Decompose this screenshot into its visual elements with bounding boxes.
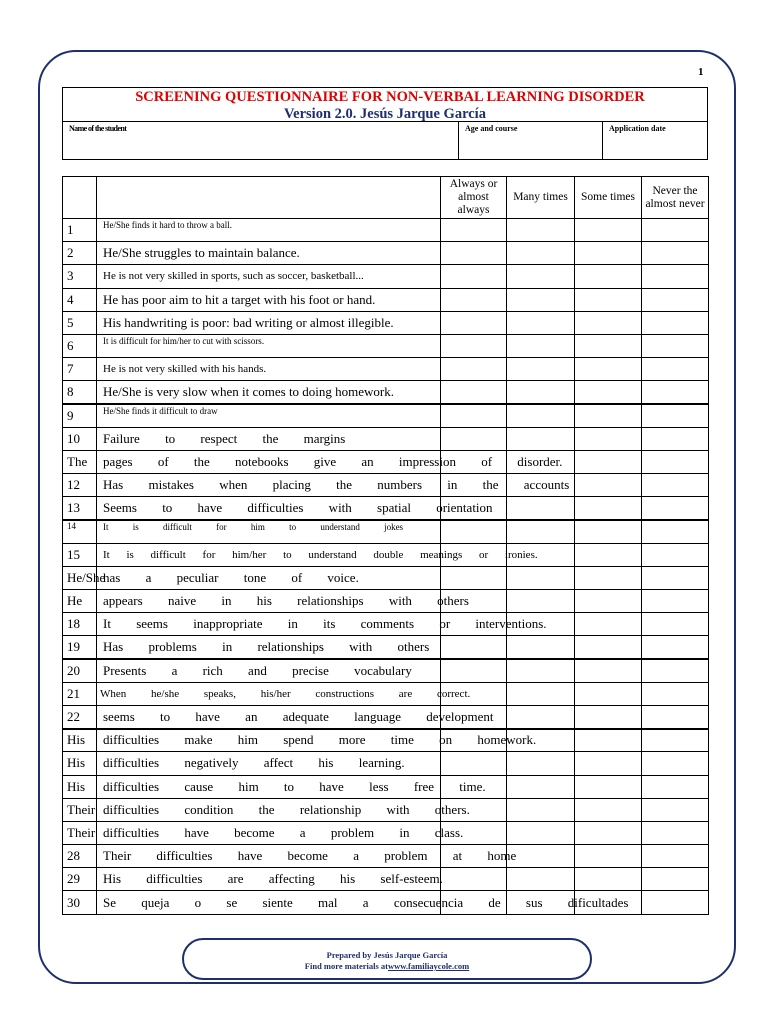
item-number: 28 <box>63 845 97 868</box>
item-text: He has poor aim to hit a target with his foot or hand. <box>97 288 441 311</box>
table-row <box>63 358 709 381</box>
answer-some-cell[interactable] <box>575 729 642 752</box>
item-text: He/She finds it difficult to draw <box>97 404 441 427</box>
answer-some-cell[interactable] <box>575 474 642 497</box>
student-name-label: Name of the student <box>69 124 127 133</box>
answer-never-cell[interactable] <box>642 358 709 381</box>
item-number: His <box>63 775 97 798</box>
item-number: His <box>63 729 97 752</box>
item-number: 1 <box>63 219 97 242</box>
answer-never-cell[interactable] <box>642 334 709 357</box>
item-text: Seems to have difficulties with spatial orientation <box>97 497 441 520</box>
answer-many-cell[interactable] <box>507 427 575 450</box>
column-header-many-times: Many times <box>507 177 575 219</box>
answer-never-cell[interactable] <box>642 752 709 775</box>
table-row <box>63 242 709 265</box>
item-text: appears naive in his relationships with others <box>97 590 441 613</box>
answer-never-cell[interactable] <box>642 891 709 914</box>
questionnaire-table <box>62 176 709 915</box>
header-box <box>62 87 708 160</box>
answer-never-cell[interactable] <box>642 427 709 450</box>
table-row <box>63 474 709 497</box>
answer-many-cell[interactable] <box>507 868 575 891</box>
answer-many-cell[interactable] <box>507 497 575 520</box>
footer-box <box>182 938 592 980</box>
item-text: Has problems in relationships with others <box>97 636 441 659</box>
answer-always-cell[interactable] <box>441 404 507 427</box>
item-number: 20 <box>63 659 97 682</box>
item-number: 4 <box>63 288 97 311</box>
answer-never-cell[interactable] <box>642 543 709 566</box>
item-text: It seems inappropriate in its comments or interventions. <box>97 613 441 636</box>
document-subtitle: Version 2.0. Jesús Jarque García <box>284 106 486 122</box>
document-title: SCREENING QUESTIONNAIRE FOR NON-VERBAL LEARNING DISORDER <box>135 89 645 105</box>
answer-some-cell[interactable] <box>575 613 642 636</box>
table-row <box>63 543 709 566</box>
table-row <box>63 520 709 543</box>
table-row <box>63 381 709 404</box>
answer-never-cell[interactable] <box>642 613 709 636</box>
header-item-cell <box>97 177 441 219</box>
answer-some-cell[interactable] <box>575 334 642 357</box>
answer-always-cell[interactable] <box>441 334 507 357</box>
age-course-field[interactable] <box>459 122 603 160</box>
column-header-always: Always or almost always <box>441 177 507 219</box>
table-row <box>63 590 709 613</box>
item-number: 13 <box>63 497 97 520</box>
item-number: He/She <box>63 566 97 589</box>
answer-many-cell[interactable] <box>507 265 575 288</box>
table-row <box>63 798 709 821</box>
student-name-field[interactable] <box>63 122 459 160</box>
answer-many-cell[interactable] <box>507 219 575 242</box>
answer-many-cell[interactable] <box>507 705 575 728</box>
answer-many-cell[interactable] <box>507 242 575 265</box>
answer-some-cell[interactable] <box>575 682 642 705</box>
item-number: 10 <box>63 427 97 450</box>
item-number: 19 <box>63 636 97 659</box>
answer-some-cell[interactable] <box>575 358 642 381</box>
answer-never-cell[interactable] <box>642 381 709 404</box>
table-row <box>63 659 709 682</box>
prepared-by: Prepared by Jesús Jarque García <box>326 950 448 960</box>
item-number: 22 <box>63 705 97 728</box>
table-row <box>63 891 709 914</box>
answer-many-cell[interactable] <box>507 288 575 311</box>
answer-some-cell[interactable] <box>575 636 642 659</box>
item-text: difficulties make him spend more time on homework. <box>97 729 441 752</box>
answer-always-cell[interactable] <box>441 520 507 543</box>
answer-always-cell[interactable] <box>441 288 507 311</box>
item-text: Failure to respect the margins <box>97 427 441 450</box>
answer-some-cell[interactable] <box>575 705 642 728</box>
answer-some-cell[interactable] <box>575 821 642 844</box>
answer-never-cell[interactable] <box>642 566 709 589</box>
answer-never-cell[interactable] <box>642 520 709 543</box>
table-row <box>63 613 709 636</box>
header-number-cell <box>63 177 97 219</box>
answer-some-cell[interactable] <box>575 450 642 473</box>
answer-many-cell[interactable] <box>507 821 575 844</box>
answer-never-cell[interactable] <box>642 868 709 891</box>
item-number: 14 <box>63 520 97 543</box>
answer-some-cell[interactable] <box>575 798 642 821</box>
item-text: difficulties negatively affect his learning. <box>97 752 441 775</box>
answer-some-cell[interactable] <box>575 311 642 334</box>
answer-some-cell[interactable] <box>575 543 642 566</box>
answer-some-cell[interactable] <box>575 427 642 450</box>
item-text: has a peculiar tone of voice. <box>97 566 441 589</box>
item-text: It is difficult for him to understand jokes <box>97 520 441 543</box>
answer-always-cell[interactable] <box>441 868 507 891</box>
table-row <box>63 845 709 868</box>
table-row <box>63 636 709 659</box>
item-number: 6 <box>63 334 97 357</box>
item-text: He/She struggles to maintain balance. <box>97 242 441 265</box>
answer-never-cell[interactable] <box>642 775 709 798</box>
item-text: He/She finds it hard to throw a ball. <box>97 219 441 242</box>
answer-always-cell[interactable] <box>441 358 507 381</box>
answer-always-cell[interactable] <box>441 242 507 265</box>
answer-never-cell[interactable] <box>642 636 709 659</box>
item-text: Presents a rich and precise vocabulary <box>97 659 441 682</box>
table-row <box>63 566 709 589</box>
item-text: His difficulties are affecting his self-esteem. <box>97 868 441 891</box>
answer-some-cell[interactable] <box>575 775 642 798</box>
item-number: 15 <box>63 543 97 566</box>
answer-many-cell[interactable] <box>507 590 575 613</box>
table-row <box>63 427 709 450</box>
answer-never-cell[interactable] <box>642 659 709 682</box>
column-header-some-times: Some times <box>575 177 642 219</box>
questionnaire-body <box>63 219 709 915</box>
table-row <box>63 821 709 844</box>
answer-never-cell[interactable] <box>642 705 709 728</box>
answer-never-cell[interactable] <box>642 450 709 473</box>
table-row <box>63 334 709 357</box>
item-text: difficulties cause him to have less free time. <box>97 775 441 798</box>
table-row <box>63 775 709 798</box>
table-row <box>63 729 709 752</box>
item-text: difficulties have become a problem in class. <box>97 821 441 844</box>
item-number: 21 <box>63 682 97 705</box>
answer-some-cell[interactable] <box>575 497 642 520</box>
item-text: He is not very skilled in sports, such as soccer, basketball... <box>97 265 441 288</box>
item-number: The <box>63 450 97 473</box>
item-number: 9 <box>63 404 97 427</box>
item-number: 3 <box>63 265 97 288</box>
answer-some-cell[interactable] <box>575 265 642 288</box>
table-row <box>63 497 709 520</box>
item-number: 7 <box>63 358 97 381</box>
answer-many-cell[interactable] <box>507 682 575 705</box>
student-info-row <box>63 121 707 160</box>
item-number: 12 <box>63 474 97 497</box>
item-text: seems to have an adequate language development <box>97 705 441 728</box>
column-header-never: Never the almost never <box>642 177 709 219</box>
item-number: 8 <box>63 381 97 404</box>
item-number: 29 <box>63 868 97 891</box>
answer-some-cell[interactable] <box>575 845 642 868</box>
item-number: Their <box>63 821 97 844</box>
answer-some-cell[interactable] <box>575 868 642 891</box>
answer-always-cell[interactable] <box>441 381 507 404</box>
answer-always-cell[interactable] <box>441 219 507 242</box>
more-materials <box>184 961 590 971</box>
answer-many-cell[interactable] <box>507 381 575 404</box>
table-row <box>63 682 709 705</box>
answer-never-cell[interactable] <box>642 288 709 311</box>
answer-always-cell[interactable] <box>441 659 507 682</box>
answer-many-cell[interactable] <box>507 520 575 543</box>
table-row <box>63 288 709 311</box>
answer-never-cell[interactable] <box>642 821 709 844</box>
item-text: pages of the notebooks give an impression of disorder. <box>97 450 441 473</box>
answer-never-cell[interactable] <box>642 242 709 265</box>
item-text: He is not very skilled with his hands. <box>97 358 441 381</box>
answer-some-cell[interactable] <box>575 752 642 775</box>
answer-many-cell[interactable] <box>507 566 575 589</box>
answer-never-cell[interactable] <box>642 682 709 705</box>
item-text: It is difficult for him/her to cut with scissors. <box>97 334 441 357</box>
answer-many-cell[interactable] <box>507 334 575 357</box>
item-text: His handwriting is poor: bad writing or almost illegible. <box>97 311 441 334</box>
answer-many-cell[interactable] <box>507 752 575 775</box>
answer-never-cell[interactable] <box>642 729 709 752</box>
answer-some-cell[interactable] <box>575 381 642 404</box>
item-text: Se queja o se siente mal a consecuencia de sus dificultades <box>97 891 441 914</box>
item-text: Has mistakes when placing the numbers in the accounts <box>97 474 441 497</box>
application-date-field[interactable] <box>603 122 707 160</box>
answer-some-cell[interactable] <box>575 242 642 265</box>
answer-many-cell[interactable] <box>507 636 575 659</box>
age-course-label: Age and course <box>465 124 518 133</box>
answer-many-cell[interactable] <box>507 659 575 682</box>
answer-always-cell[interactable] <box>441 636 507 659</box>
answer-many-cell[interactable] <box>507 311 575 334</box>
page-number: 1 <box>698 66 704 78</box>
answer-never-cell[interactable] <box>642 219 709 242</box>
answer-never-cell[interactable] <box>642 798 709 821</box>
table-row <box>63 705 709 728</box>
table-row <box>63 404 709 427</box>
answer-many-cell[interactable] <box>507 775 575 798</box>
answer-many-cell[interactable] <box>507 404 575 427</box>
item-text: difficulties condition the relationship with others. <box>97 798 441 821</box>
table-row <box>63 450 709 473</box>
item-number: 2 <box>63 242 97 265</box>
item-number: 30 <box>63 891 97 914</box>
item-number: 18 <box>63 613 97 636</box>
answer-some-cell[interactable] <box>575 404 642 427</box>
table-row <box>63 265 709 288</box>
answer-never-cell[interactable] <box>642 590 709 613</box>
table-row <box>63 752 709 775</box>
answer-always-cell[interactable] <box>441 265 507 288</box>
answer-never-cell[interactable] <box>642 497 709 520</box>
answer-never-cell[interactable] <box>642 265 709 288</box>
item-number: His <box>63 752 97 775</box>
answer-some-cell[interactable] <box>575 659 642 682</box>
familiaycole-link[interactable]: www.familiaycole.com <box>387 961 470 971</box>
answer-some-cell[interactable] <box>575 288 642 311</box>
answer-many-cell[interactable] <box>507 798 575 821</box>
answer-never-cell[interactable] <box>642 845 709 868</box>
answer-some-cell[interactable] <box>575 520 642 543</box>
application-date-label: Application date <box>609 124 666 133</box>
item-text: It is difficult for him/her to understand double meanings or ironies. <box>97 543 441 566</box>
answer-never-cell[interactable] <box>642 474 709 497</box>
answer-some-cell[interactable] <box>575 566 642 589</box>
table-row <box>63 219 709 242</box>
answer-many-cell[interactable] <box>507 845 575 868</box>
item-text: When he/she speaks, his/her constructions are correct. <box>97 682 441 705</box>
more-materials-prefix: Find more materials at <box>304 961 388 971</box>
table-row <box>63 311 709 334</box>
table-row <box>63 868 709 891</box>
answer-never-cell[interactable] <box>642 311 709 334</box>
item-number: Their <box>63 798 97 821</box>
answer-many-cell[interactable] <box>507 358 575 381</box>
answer-always-cell[interactable] <box>441 311 507 334</box>
answer-some-cell[interactable] <box>575 219 642 242</box>
item-text: He/She is very slow when it comes to doing homework. <box>97 381 441 404</box>
item-text: Their difficulties have become a problem at home <box>97 845 441 868</box>
answer-always-cell[interactable] <box>441 752 507 775</box>
item-number: 5 <box>63 311 97 334</box>
answer-always-cell[interactable] <box>441 427 507 450</box>
answer-some-cell[interactable] <box>575 590 642 613</box>
answer-always-cell[interactable] <box>441 566 507 589</box>
answer-never-cell[interactable] <box>642 404 709 427</box>
item-number: He <box>63 590 97 613</box>
